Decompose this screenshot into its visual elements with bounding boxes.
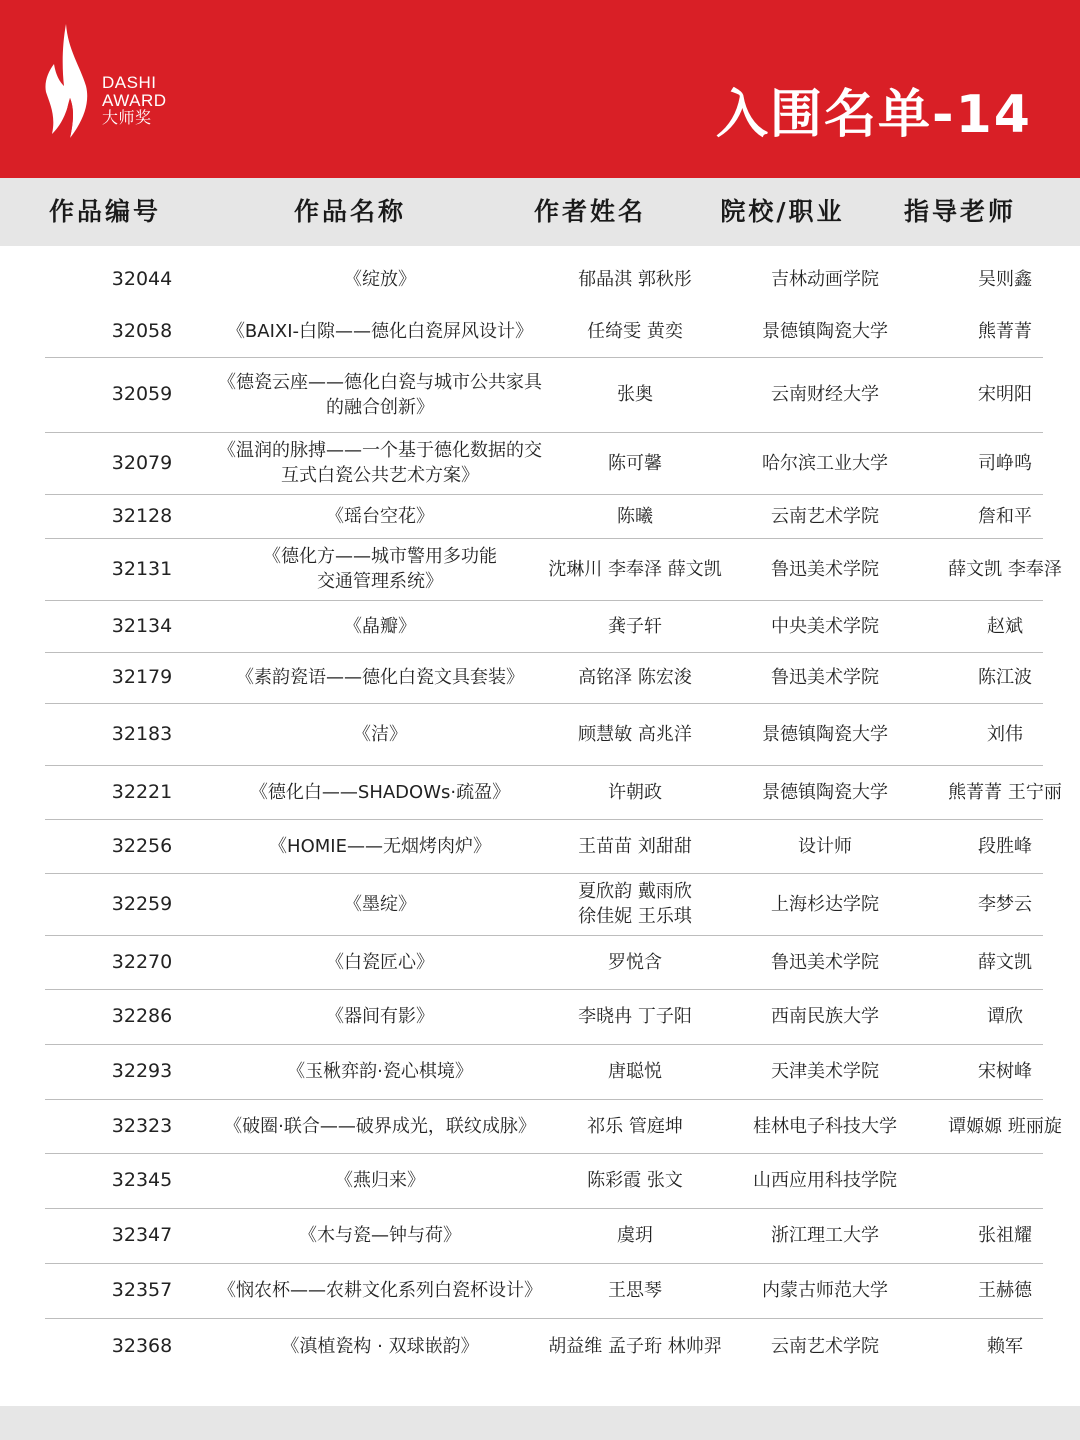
cell-school — [725, 1263, 925, 1318]
cell-author-text: 夏欣韵 戴雨欣 徐佳妮 王乐琪 — [578, 881, 692, 927]
cell-school-text: 上海杉达学院 — [771, 893, 879, 915]
cell-teacher — [925, 1153, 1080, 1208]
cell-teacher-text: 谭欣 — [987, 1006, 1023, 1027]
cell-school-text: 中央美术学院 — [771, 615, 879, 637]
cell-school-text: 云南财经大学 — [771, 384, 879, 405]
cell-title-text: 《温润的脉搏——一个基于德化数据的交 互式白瓷公共艺术方案》 — [218, 440, 542, 486]
cell-school — [725, 1318, 925, 1374]
cell-teacher — [925, 494, 1080, 538]
cell-title — [205, 873, 555, 935]
cell-author-text: 唐聪悦 — [608, 1061, 662, 1082]
cell-title — [205, 819, 555, 873]
cell-id-text: 32044 — [111, 268, 173, 290]
cell-teacher-text: 薛文凯 — [978, 951, 1032, 973]
cell-school-text: 鲁迅美术学院 — [771, 951, 879, 973]
cell-author — [525, 765, 745, 819]
cell-author — [525, 306, 745, 357]
cell-title-text: 《白瓷匠心》 — [326, 951, 434, 973]
cell-id-text: 32059 — [111, 383, 173, 405]
cell-author-text: 王苗苗 刘甜甜 — [578, 835, 692, 857]
cell-school — [725, 306, 925, 357]
cell-title-text: 《素韵瓷语——德化白瓷文具套装》 — [236, 667, 524, 688]
cell-author — [525, 538, 745, 600]
cell-teacher-text: 刘伟 — [987, 723, 1023, 745]
cell-teacher — [925, 1263, 1080, 1318]
cell-title — [205, 306, 555, 357]
cell-teacher-text: 宋明阳 — [978, 384, 1032, 405]
cell-teacher — [925, 600, 1080, 652]
logo-line-2: AWARD — [102, 91, 167, 110]
cell-school — [725, 1099, 925, 1153]
cell-author — [525, 1318, 745, 1374]
cell-teacher-text: 段胜峰 — [978, 835, 1032, 857]
cell-teacher — [925, 306, 1080, 357]
table-row — [0, 989, 1080, 1044]
cell-author — [525, 1099, 745, 1153]
cell-author — [525, 432, 745, 494]
cell-school-text: 云南艺术学院 — [771, 505, 879, 527]
cell-title — [205, 538, 555, 600]
cell-teacher — [925, 765, 1080, 819]
dashi-award-logo — [40, 20, 200, 150]
cell-title — [205, 989, 555, 1044]
cell-author — [525, 989, 745, 1044]
cell-author-text: 胡益维 孟子珩 林帅羿 — [548, 1335, 722, 1357]
cell-school-text: 鲁迅美术学院 — [771, 667, 879, 688]
column-header-title: 作品名称 — [293, 197, 406, 226]
cell-title-text: 《BAIXI-白隙——德化白瓷屏风设计》 — [226, 321, 534, 342]
cell-author — [525, 1044, 745, 1099]
cell-title — [205, 1318, 555, 1374]
cell-school-text: 云南艺术学院 — [771, 1335, 879, 1357]
column-header-school: 院校/职业 — [720, 197, 845, 226]
cell-title-text: 《瑶台空花》 — [326, 505, 434, 527]
cell-teacher — [925, 538, 1080, 600]
cell-title — [205, 1263, 555, 1318]
cell-teacher-text: 张祖耀 — [978, 1225, 1032, 1246]
table-row — [0, 1263, 1080, 1318]
cell-author-text: 郁晶淇 郭秋彤 — [578, 269, 692, 290]
cell-teacher-text: 司峥鸣 — [978, 452, 1032, 474]
cell-school-text: 西南民族大学 — [771, 1006, 879, 1027]
cell-author — [525, 357, 745, 432]
table-row — [0, 1208, 1080, 1263]
cell-title-text: 《墨绽》 — [344, 893, 416, 915]
cell-teacher — [925, 432, 1080, 494]
cell-school — [725, 652, 925, 703]
cell-title — [205, 600, 555, 652]
cell-title-text: 《德化白——SHADOWs·疏盈》 — [249, 781, 511, 803]
cell-teacher-text: 熊菁菁 — [978, 321, 1032, 342]
column-header-author: 作者姓名 — [533, 197, 646, 226]
cell-author-text: 祁乐 管庭坤 — [587, 1115, 683, 1137]
cell-school-text: 景德镇陶瓷大学 — [762, 723, 888, 745]
footer-bar — [0, 1406, 1080, 1440]
cell-id-text: 32286 — [111, 1005, 173, 1027]
cell-teacher — [925, 252, 1080, 307]
table-row — [0, 1153, 1080, 1208]
cell-title — [205, 1044, 555, 1099]
cell-title-text: 《木与瓷—钟与荷》 — [299, 1225, 461, 1246]
cell-school-text: 山西应用科技学院 — [753, 1170, 897, 1191]
cell-title-text: 《皛瓣》 — [344, 615, 416, 637]
table-row — [0, 432, 1080, 494]
cell-id-text: 32347 — [111, 1224, 173, 1246]
page-header — [0, 0, 1080, 178]
cell-teacher — [925, 1044, 1080, 1099]
table-row — [0, 538, 1080, 600]
table-header — [0, 178, 1080, 246]
cell-id-text: 32131 — [111, 557, 173, 580]
cell-teacher — [925, 935, 1080, 989]
cell-school-text: 景德镇陶瓷大学 — [762, 321, 888, 342]
cell-author-text: 许朝政 — [608, 781, 662, 803]
cell-author — [525, 1263, 745, 1318]
cell-school — [725, 703, 925, 765]
cell-author — [525, 494, 745, 538]
cell-author — [525, 600, 745, 652]
cell-school-text: 景德镇陶瓷大学 — [762, 781, 888, 803]
cell-teacher — [925, 873, 1080, 935]
cell-teacher-text: 陈江波 — [978, 667, 1032, 688]
cell-id-text: 32179 — [111, 666, 173, 688]
table-row — [0, 1318, 1080, 1373]
cell-author-text: 龚子轩 — [608, 615, 662, 637]
cell-title — [205, 1099, 555, 1153]
table-row — [0, 252, 1080, 306]
cell-id-text: 32134 — [111, 614, 173, 637]
logo-line-1: DASHI — [102, 73, 157, 92]
table-row — [0, 1044, 1080, 1099]
cell-title-text: 《破圈·联合——破界成光，联纹成脉》 — [224, 1115, 536, 1137]
cell-id-text: 32368 — [111, 1334, 173, 1357]
cell-author-text: 高铭泽 陈宏浚 — [578, 667, 692, 688]
cell-author — [525, 652, 745, 703]
cell-teacher-text: 吴则鑫 — [978, 269, 1032, 290]
cell-teacher — [925, 989, 1080, 1044]
cell-id-text: 32259 — [111, 892, 173, 915]
cell-title-text: 《德化方——城市警用多功能 交通管理系统》 — [263, 546, 497, 592]
cell-school-text: 浙江理工大学 — [771, 1225, 879, 1246]
cell-school — [725, 1153, 925, 1208]
cell-teacher — [925, 703, 1080, 765]
table-row — [0, 873, 1080, 935]
cell-id-text: 32183 — [111, 722, 173, 745]
cell-teacher-text: 宋树峰 — [978, 1061, 1032, 1082]
cell-title — [205, 1153, 555, 1208]
cell-teacher-text: 谭嫄嫄 班丽旋 — [948, 1115, 1062, 1137]
cell-author — [525, 252, 745, 307]
cell-school-text: 吉林动画学院 — [771, 269, 879, 290]
table-row — [0, 765, 1080, 819]
cell-id-text: 32323 — [111, 1114, 173, 1137]
table-row — [0, 652, 1080, 703]
cell-author-text: 虞玥 — [617, 1225, 653, 1246]
logo-text — [102, 74, 167, 128]
table-row — [0, 600, 1080, 652]
cell-title-text: 《燕归来》 — [335, 1170, 425, 1191]
table-row — [0, 703, 1080, 765]
cell-id-text: 32221 — [111, 780, 173, 803]
cell-school — [725, 935, 925, 989]
cell-author — [525, 935, 745, 989]
cell-school — [725, 989, 925, 1044]
cell-school-text: 天津美术学院 — [771, 1061, 879, 1082]
cell-title-text: 《德瓷云座——德化白瓷与城市公共家具 的融合创新》 — [218, 371, 542, 418]
cell-teacher — [925, 652, 1080, 703]
table-row — [0, 357, 1080, 432]
cell-school — [725, 1044, 925, 1099]
cell-title — [205, 703, 555, 765]
cell-title — [205, 494, 555, 538]
cell-author-text: 张奥 — [617, 384, 653, 405]
table-body — [0, 252, 1080, 1373]
column-header-id: 作品编号 — [48, 197, 161, 226]
cell-school — [725, 765, 925, 819]
cell-school — [725, 600, 925, 652]
cell-title — [205, 357, 555, 432]
cell-title-text: 《器间有影》 — [326, 1006, 434, 1027]
cell-school-text: 桂林电子科技大学 — [753, 1115, 897, 1137]
cell-author-text: 陈彩霞 张文 — [587, 1170, 683, 1191]
table-row — [0, 306, 1080, 357]
cell-author-text: 顾慧敏 高兆洋 — [578, 723, 692, 745]
cell-author — [525, 819, 745, 873]
table-row — [0, 935, 1080, 989]
cell-id-text: 32128 — [111, 504, 173, 527]
cell-teacher — [925, 357, 1080, 432]
cell-author-text: 任绮雯 黄奕 — [587, 321, 683, 342]
cell-id-text: 32256 — [111, 834, 173, 857]
cell-title — [205, 252, 555, 307]
cell-id-text: 32058 — [111, 320, 173, 342]
cell-school — [725, 252, 925, 307]
table-row — [0, 819, 1080, 873]
cell-teacher — [925, 1318, 1080, 1374]
cell-teacher-text: 薛文凯 李奉泽 — [948, 558, 1062, 580]
table-row — [0, 1099, 1080, 1153]
cell-teacher-text: 赖军 — [987, 1335, 1023, 1357]
cell-title-text: 《HOMIE——无烟烤肉炉》 — [269, 835, 491, 857]
cell-author — [525, 703, 745, 765]
cell-teacher-text: 熊菁菁 王宁丽 — [948, 781, 1062, 803]
cell-school — [725, 538, 925, 600]
cell-id-text: 32357 — [111, 1279, 173, 1301]
cell-teacher-text: 李梦云 — [978, 893, 1032, 915]
cell-school — [725, 1208, 925, 1263]
cell-school — [725, 819, 925, 873]
cell-title-text: 《玉楸弈韵·瓷心棋境》 — [287, 1061, 473, 1082]
cell-school — [725, 873, 925, 935]
cell-author — [525, 1208, 745, 1263]
cell-title-text: 《滇植瓷构 · 双球嵌韵》 — [281, 1335, 479, 1357]
table-row — [0, 494, 1080, 538]
cell-id-text: 32293 — [111, 1060, 173, 1082]
cell-title — [205, 652, 555, 703]
cell-teacher — [925, 1208, 1080, 1263]
cell-id-text: 32270 — [111, 950, 173, 973]
flame-logo-icon — [40, 20, 100, 144]
cell-author-text: 陈曦 — [617, 505, 653, 527]
cell-school-text: 设计师 — [798, 835, 852, 857]
page-title: 入围名单-14 — [716, 85, 1032, 145]
cell-teacher-text: 詹和平 — [978, 505, 1032, 527]
cell-school-text: 内蒙古师范大学 — [762, 1280, 888, 1301]
cell-id-text: 32079 — [111, 451, 173, 474]
cell-title — [205, 432, 555, 494]
cell-school-text: 鲁迅美术学院 — [771, 558, 879, 580]
cell-title — [205, 935, 555, 989]
cell-author-text: 李晓冉 丁子阳 — [578, 1006, 692, 1027]
cell-author-text: 王思琴 — [608, 1280, 662, 1301]
cell-title-text: 《悯农杯——农耕文化系列白瓷杯设计》 — [218, 1280, 542, 1301]
column-header-teacher: 指导老师 — [903, 197, 1016, 226]
cell-teacher-text: 赵斌 — [987, 615, 1023, 637]
cell-title — [205, 765, 555, 819]
cell-author — [525, 873, 745, 935]
cell-id-text: 32345 — [111, 1169, 173, 1191]
cell-school — [725, 432, 925, 494]
cell-author — [525, 1153, 745, 1208]
cell-school — [725, 357, 925, 432]
cell-author-text: 罗悦含 — [608, 951, 662, 973]
cell-title-text: 《绽放》 — [344, 269, 416, 290]
cell-school-text: 哈尔滨工业大学 — [762, 452, 888, 474]
cell-school — [725, 494, 925, 538]
cell-title-text: 《洁》 — [353, 723, 407, 745]
cell-title — [205, 1208, 555, 1263]
cell-author-text: 陈可馨 — [608, 452, 662, 474]
cell-teacher-text: 王赫德 — [978, 1280, 1032, 1301]
cell-teacher — [925, 1099, 1080, 1153]
logo-line-3: 大师奖 — [102, 110, 152, 127]
cell-author-text: 沈琳川 李奉泽 薛文凯 — [548, 558, 722, 580]
cell-teacher — [925, 819, 1080, 873]
